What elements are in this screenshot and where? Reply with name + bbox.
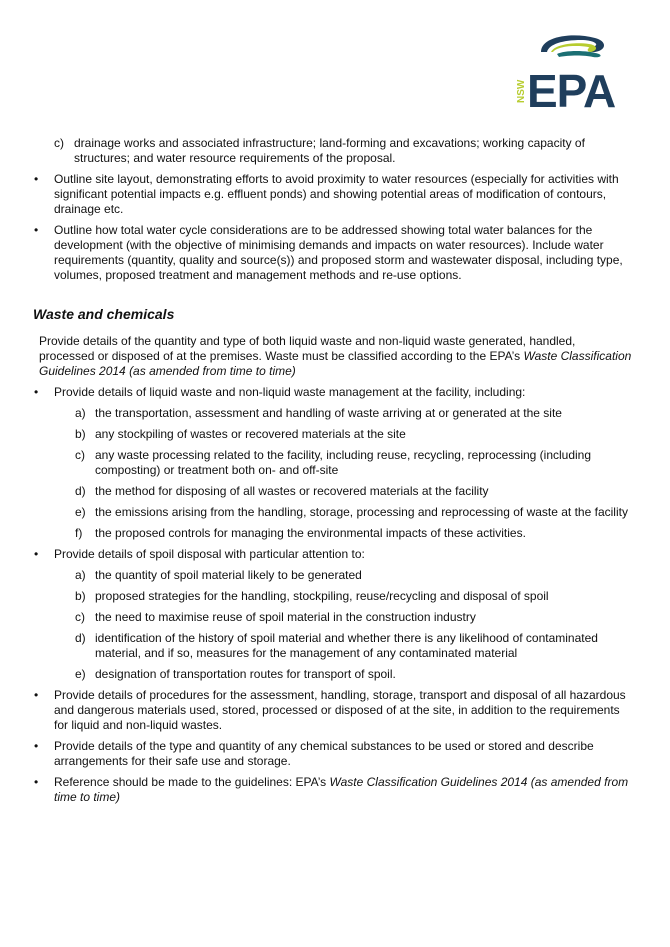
intro-guideline-title: Waste Classification Guidelines 2014 (as amended from time to time) bbox=[39, 349, 632, 378]
bullet-text: Provide details of the type and quantity of any chemical substances to be used or stored and describe arrangements for their safe use and storage. bbox=[54, 739, 594, 768]
top-bullet-list bbox=[33, 172, 633, 283]
bullet-marker: • bbox=[34, 223, 39, 237]
bullet-text: Provide details of liquid waste and non-liquid waste management at the facility, including: bbox=[54, 385, 526, 399]
sub-list-letter: c) bbox=[75, 610, 85, 624]
sub-list-letter: d) bbox=[75, 631, 86, 645]
epa-swoosh-logo-icon bbox=[503, 30, 627, 112]
bullet-item bbox=[33, 223, 633, 283]
sub-list-text: the quantity of spoil material likely to be generated bbox=[95, 568, 362, 582]
bullet-marker: • bbox=[34, 739, 39, 753]
bullet-item bbox=[33, 172, 633, 217]
sub-list-text: any waste processing related to the facility, including reuse, recycling, reprocessing (including composting) or treatment both on- and off-site bbox=[95, 448, 592, 477]
reference-list bbox=[33, 775, 633, 805]
sub-list-text: designation of transportation routes for transport of spoil. bbox=[95, 667, 396, 681]
sub-list-text: the transportation, assessment and handling of waste arriving at or generated at the site bbox=[95, 406, 562, 420]
sub-list-letter: c) bbox=[54, 136, 64, 150]
sub-list-text: drainage works and associated infrastructure; land-forming and excavations; working capacity of structures; and water resource requirements of the proposal. bbox=[74, 136, 585, 165]
bullet-marker: • bbox=[34, 385, 39, 399]
reference-bullet-item: • Reference should be made to the guidelines: EPA’s Waste Classification Guidelines 2014 (as amended from time to time) bbox=[34, 775, 629, 804]
logo-state-text: NSW bbox=[516, 79, 527, 103]
sub-list-item bbox=[54, 589, 633, 604]
sub-list-letter: a) bbox=[75, 406, 86, 420]
sub-list-text: any stockpiling of wastes or recovered materials at the site bbox=[95, 427, 406, 441]
bullet-item bbox=[33, 739, 633, 769]
sub-list-text: identification of the history of spoil material and whether there is any likelihood of contaminated material, and if so, measures for the management of any contaminated material bbox=[95, 631, 598, 660]
section-heading: Waste and chemicals bbox=[33, 306, 175, 322]
sub-list-letter: e) bbox=[75, 667, 86, 681]
sub-list-item bbox=[54, 526, 633, 541]
sub-list-text: the emissions arising from the handling, storage, processing and reprocessing of waste at the facility bbox=[95, 505, 628, 519]
sub-list-text: the proposed controls for managing the environmental impacts of these activities. bbox=[95, 526, 526, 540]
sub-list-text: proposed strategies for the handling, stockpiling, reuse/recycling and disposal of spoil bbox=[95, 589, 549, 603]
bullet-marker: • bbox=[34, 688, 39, 702]
sub-list-letter: b) bbox=[75, 427, 86, 441]
section-intro: Provide details of the quantity and type of both liquid waste and non-liquid waste generated, handled, processed or disposed of at the premises. Waste must be classified according to the EPA’s Waste Classification Guidelines 2014 (as amended from time to time) bbox=[39, 334, 632, 378]
top-sub-list bbox=[33, 136, 633, 166]
sub-list-letter: f) bbox=[75, 526, 83, 540]
sub-list-item bbox=[54, 631, 633, 661]
nested-sub-list bbox=[54, 568, 633, 682]
reference-guideline-title: Waste Classification Guidelines 2014 (as amended from time to time) bbox=[54, 775, 629, 804]
sub-list-text: the need to maximise reuse of spoil material in the construction industry bbox=[95, 610, 476, 624]
sub-list-item bbox=[54, 484, 633, 499]
sub-list-letter: a) bbox=[75, 568, 86, 582]
sub-list-item bbox=[54, 568, 633, 583]
sub-list-item bbox=[54, 610, 633, 625]
bullet-item bbox=[33, 547, 633, 682]
bullet-text: Outline how total water cycle considerations are to be addressed showing total water balances for the development (with the objective of minimising demands and impacts on water resources). Include water requirements (quantity, quality and source(s)) and proposed storm and wastewater disposal, including type, volumes, proposed treatment and management methods and re-use options. bbox=[54, 223, 623, 282]
bullet-text: Provide details of procedures for the assessment, handling, storage, transport and disposal of all hazardous and dangerous materials used, stored, processed or disposed of at the site, in addition to the requirements for liquid and non-liquid wastes. bbox=[54, 688, 626, 732]
sub-list-item bbox=[33, 136, 633, 166]
logo-org-text: EPA bbox=[527, 65, 616, 112]
sub-list-text: the method for disposing of all wastes or recovered materials at the facility bbox=[95, 484, 489, 498]
bullet-item bbox=[33, 385, 633, 541]
nsw-epa-logo bbox=[503, 30, 627, 112]
bullet-marker: • bbox=[34, 172, 39, 186]
sub-list-item bbox=[54, 505, 633, 520]
sub-list-letter: e) bbox=[75, 505, 86, 519]
section-bullet-list bbox=[33, 385, 633, 769]
document-body bbox=[33, 136, 633, 811]
sub-list-item bbox=[54, 448, 633, 478]
sub-list-letter: b) bbox=[75, 589, 86, 603]
nested-sub-list bbox=[54, 406, 633, 541]
bullet-item bbox=[33, 688, 633, 733]
bullet-marker: • bbox=[34, 775, 39, 789]
sub-list-item bbox=[54, 667, 633, 682]
sub-list-item bbox=[54, 427, 633, 442]
sub-list-letter: d) bbox=[75, 484, 86, 498]
bullet-text: Outline site layout, demonstrating efforts to avoid proximity to water resources (especially for activities with significant potential impacts e.g. effluent ponds) and showing potential areas of modification of contours, drainage etc. bbox=[54, 172, 619, 216]
bullet-text: Provide details of spoil disposal with particular attention to: bbox=[54, 547, 365, 561]
sub-list-letter: c) bbox=[75, 448, 85, 462]
sub-list-item bbox=[54, 406, 633, 421]
bullet-marker: • bbox=[34, 547, 39, 561]
